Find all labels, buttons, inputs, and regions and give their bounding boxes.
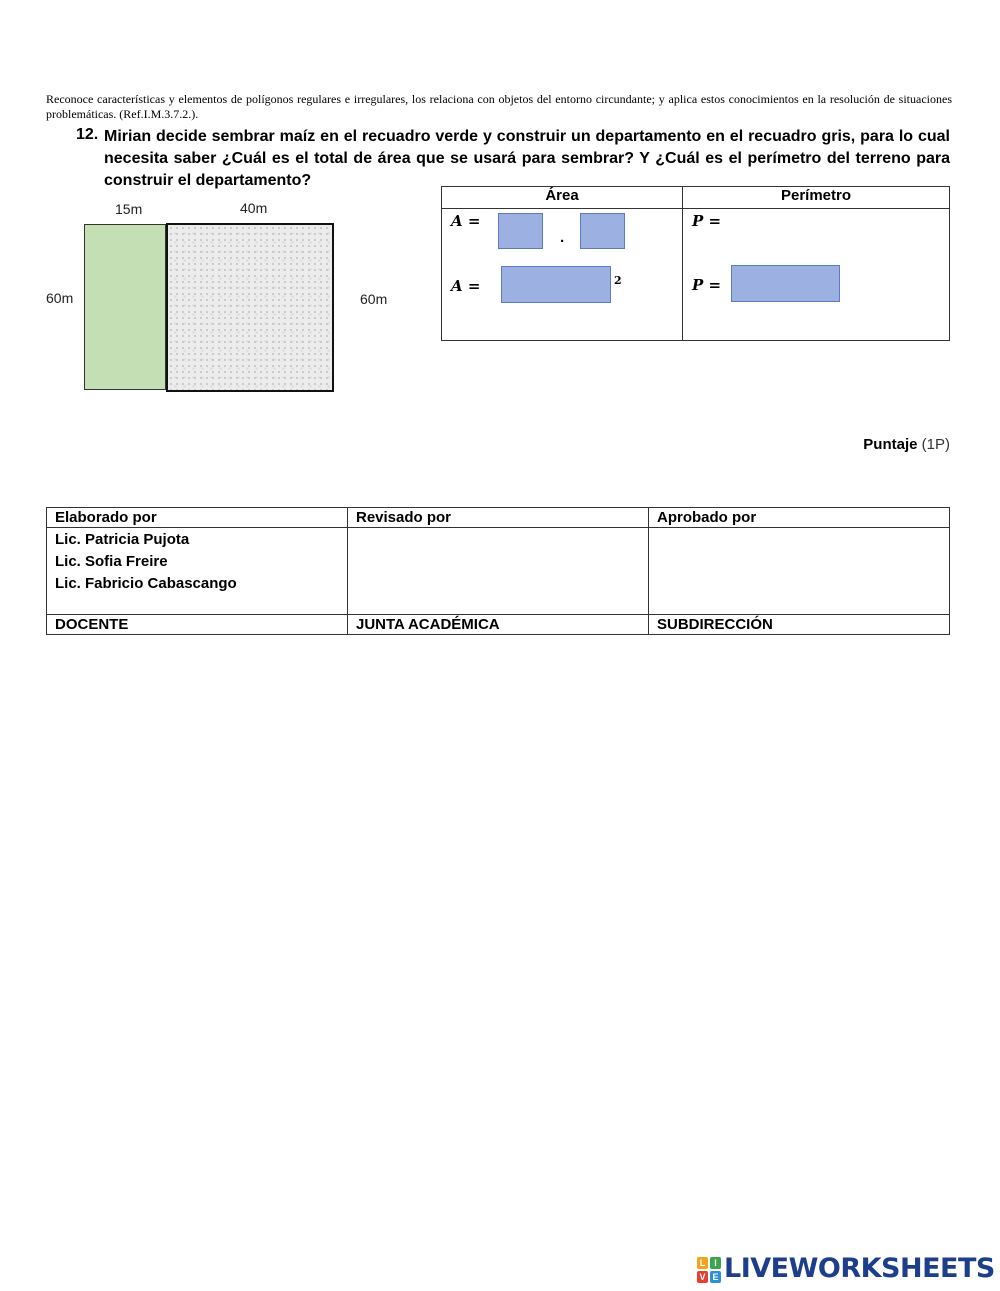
role-junta: JUNTA ACADÉMICA <box>348 615 649 635</box>
logo-tile-l: L <box>697 1257 708 1269</box>
approver-cell <box>649 528 950 615</box>
area-exponent: 2 <box>614 274 622 287</box>
perimeter-result-input[interactable] <box>731 265 840 302</box>
logo-text: LIVEWORKSHEETS <box>724 1253 995 1284</box>
score <box>863 436 950 453</box>
question-number: 12. <box>76 126 99 143</box>
area-factor-1-input[interactable] <box>498 213 543 249</box>
area-result-input[interactable] <box>501 266 611 303</box>
logo-tile-i: I <box>710 1257 721 1269</box>
author-3: Lic. Fabricio Cabascango <box>55 575 237 592</box>
gray-plot <box>166 223 334 392</box>
area-factor-2-input[interactable] <box>580 213 625 249</box>
green-plot <box>84 224 166 390</box>
score-value: (1P) <box>921 436 950 453</box>
reviewer-cell <box>348 528 649 615</box>
perimeter-label-1: P = <box>692 212 722 230</box>
dimension-top-right: 40m <box>240 200 268 216</box>
header-aprobado: Aprobado por <box>649 508 950 528</box>
dimension-right: 60m <box>360 291 388 307</box>
signature-table <box>46 507 950 635</box>
perimeter-header: Perímetro <box>683 187 950 209</box>
authors-cell <box>47 528 348 615</box>
area-header: Área <box>442 187 683 209</box>
dimension-top-left: 15m <box>115 201 143 217</box>
perimeter-cell <box>683 209 950 341</box>
area-label-2: A = <box>451 277 481 295</box>
question-text: Mirian decide sembrar maíz en el recuadro verde y construir un departamento en el recuadro gris, para lo cual necesita saber ¿Cuál es el total de área que se usará para sembrar? Y ¿Cuál es el perímetro del terreno para construir el departamento? <box>104 128 950 189</box>
score-label: Puntaje <box>863 436 918 453</box>
header-elaborado: Elaborado por <box>47 508 348 528</box>
logo-tile-e: E <box>710 1271 721 1283</box>
author-2: Lic. Sofia Freire <box>55 553 168 570</box>
perimeter-label-2: P = <box>692 276 722 294</box>
header-revisado: Revisado por <box>348 508 649 528</box>
role-docente: DOCENTE <box>47 615 348 635</box>
area-cell <box>442 209 683 341</box>
calculation-table <box>441 186 950 341</box>
author-1: Lic. Patricia Pujota <box>55 531 190 548</box>
area-label-1: A = <box>451 212 481 230</box>
logo-tile-v: V <box>697 1271 708 1283</box>
reference-text: Reconoce características y elementos de polígonos regulares e irregulares, los relaciona con objetos del entorno circundante; y aplica estos conocimientos en la resolución de situaciones problemáticas. (Ref.I.M.3.7.2.). <box>46 92 952 121</box>
multiply-dot: . <box>560 229 565 246</box>
logo-tiles-icon <box>697 1257 721 1283</box>
role-subdireccion: SUBDIRECCIÓN <box>649 615 950 635</box>
dimension-left: 60m <box>46 290 74 306</box>
